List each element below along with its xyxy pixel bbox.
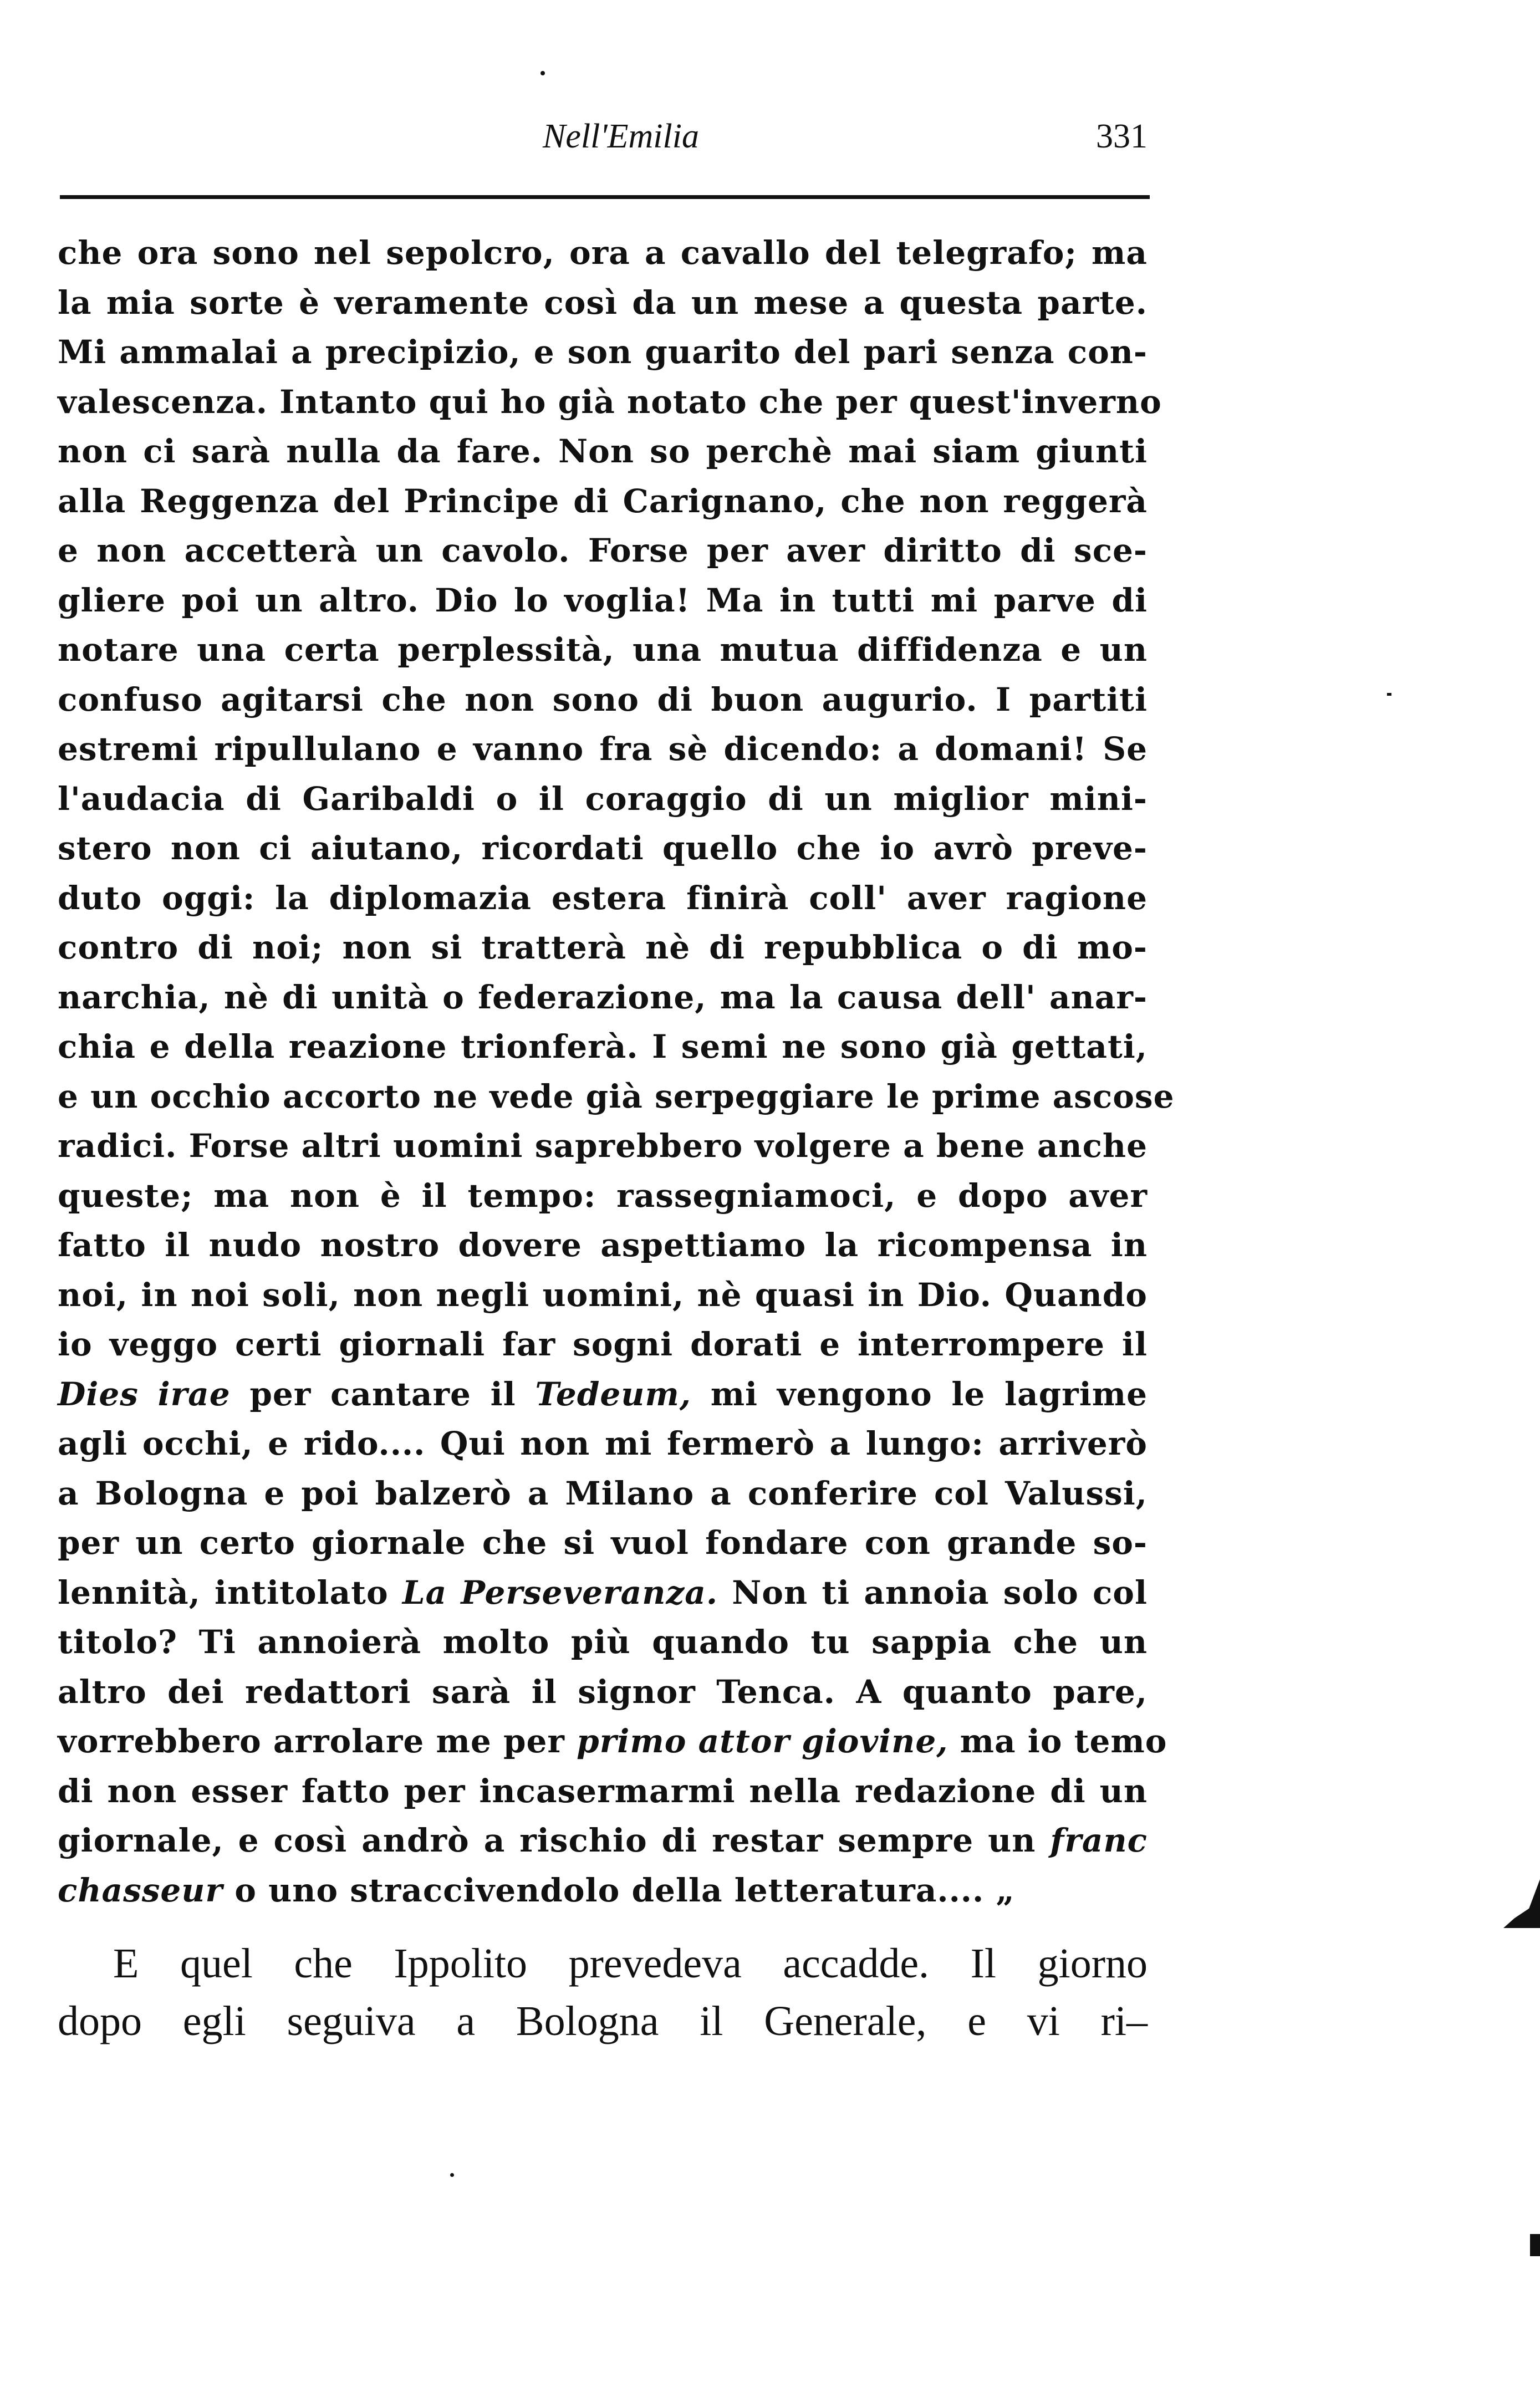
letter-line bbox=[58, 1370, 1148, 1420]
line-text: l'audacia di Garibaldi o il coraggio di un miglior mini- bbox=[58, 779, 1148, 818]
letter-line bbox=[58, 725, 1148, 774]
italic-text: franc bbox=[1050, 1822, 1148, 1859]
line-text: la mia sorte è veramente così da un mese a questa parte. bbox=[58, 283, 1148, 322]
line-text: narchia, nè di unità o federazione, ma la causa dell' anar- bbox=[58, 978, 1148, 1016]
letter-line bbox=[58, 1022, 1148, 1072]
line-text: per cantare il bbox=[230, 1375, 536, 1413]
letter-line bbox=[58, 1121, 1148, 1171]
line-text: chia e della reazione trionferà. I semi ne sono già gettati, bbox=[58, 1028, 1148, 1065]
line-text: Non ti annoia solo col bbox=[718, 1573, 1148, 1611]
letter-line bbox=[58, 1618, 1148, 1667]
ink-blot-mark bbox=[1530, 2234, 1540, 2256]
line-text: altro dei redattori sarà il signor Tenca. A quanto pare, bbox=[58, 1672, 1148, 1711]
line-text: ma io temo bbox=[948, 1722, 1167, 1760]
letter-line bbox=[58, 923, 1148, 973]
line-text: giornale, e così andrò a rischio di restar sempre un bbox=[58, 1822, 1051, 1859]
letter-line bbox=[58, 675, 1148, 725]
speck-mark bbox=[450, 2173, 454, 2177]
line-text: estremi ripullulano e vanno fra sè dicendo: a domani! Se bbox=[58, 730, 1148, 768]
italic-text: chasseur bbox=[58, 1871, 223, 1909]
italic-text: primo attor giovine, bbox=[577, 1722, 949, 1760]
italic-text: Tedeum, bbox=[535, 1375, 691, 1413]
letter-line bbox=[58, 625, 1148, 675]
speck-mark bbox=[540, 71, 545, 75]
body-line: E quel che Ippolito prevedeva accadde. Il giorno bbox=[113, 1940, 1148, 1987]
line-text: duto oggi: la diplomazia estera finirà coll' aver ragione bbox=[58, 879, 1148, 917]
italic-text: La Perseveranza. bbox=[402, 1573, 718, 1611]
line-text: radici. Forse altri uomini saprebbero volgere a bene anche bbox=[58, 1127, 1148, 1165]
letter-line bbox=[58, 576, 1148, 626]
line-text: e non accetterà un cavolo. Forse per aver diritto di sce- bbox=[58, 532, 1148, 569]
line-text: che ora sono nel sepolcro, ora a cavallo del telegrafo; ma bbox=[58, 234, 1148, 272]
letter-line bbox=[58, 824, 1148, 874]
letter-line bbox=[58, 378, 1162, 427]
line-text: gliere poi un altro. Dio lo voglia! Ma in tutti mi parve di bbox=[58, 581, 1148, 619]
line-text: queste; ma non è il tempo: rassegniamoci, e dopo aver bbox=[58, 1176, 1148, 1215]
line-text: valescenza. Intanto qui ho già notato che per quest'inverno bbox=[58, 382, 1162, 421]
line-text: Mi ammalai a precipizio, e son guarito del pari senza con- bbox=[58, 333, 1148, 371]
line-text: a Bologna e poi balzerò a Milano a conferire col Valussi, bbox=[58, 1474, 1148, 1512]
page-number: 331 bbox=[1096, 118, 1148, 155]
letter-line bbox=[58, 1717, 1167, 1767]
line-text: o uno straccivendolo della letteratura.... „ bbox=[223, 1871, 1015, 1909]
letter-line bbox=[58, 973, 1148, 1023]
body-paragraph bbox=[58, 1935, 1148, 2050]
running-title: Nell'Emilia bbox=[543, 118, 699, 155]
letter-line bbox=[58, 1667, 1148, 1717]
line-text: io veggo certi giornali far sogni dorati e interrompere il bbox=[58, 1325, 1148, 1363]
letter-line bbox=[58, 774, 1148, 824]
line-text: stero non ci aiutano, ricordati quello che io avrò preve- bbox=[58, 829, 1148, 867]
header-rule bbox=[60, 195, 1150, 199]
letter-line bbox=[58, 1518, 1148, 1568]
letter-line bbox=[58, 328, 1148, 378]
letter-line bbox=[58, 1221, 1148, 1271]
letter-line bbox=[58, 1072, 1175, 1122]
letter-line bbox=[58, 1469, 1148, 1519]
letter-line bbox=[58, 1320, 1148, 1370]
letter-line bbox=[58, 228, 1148, 278]
line-text: alla Reggenza del Principe di Carignano, che non reggerà bbox=[58, 482, 1148, 520]
letter-line bbox=[58, 1866, 1148, 1916]
line-text: lennità, intitolato bbox=[58, 1573, 402, 1611]
letter-line bbox=[58, 1171, 1148, 1221]
line-text: notare una certa perplessità, una mutua diffidenza e un bbox=[58, 631, 1148, 669]
letter-line bbox=[58, 1568, 1148, 1618]
line-text: vorrebbero arrolare me per bbox=[58, 1722, 577, 1760]
letter-quotation bbox=[58, 228, 1175, 1915]
letter-line bbox=[58, 874, 1148, 924]
body-line: dopo egli seguiva a Bologna il Generale, e vi ri– bbox=[58, 1998, 1148, 2044]
line-text: di non esser fatto per incasermarmi nella redazione di un bbox=[58, 1772, 1148, 1810]
speck-mark bbox=[1387, 693, 1391, 696]
line-text: mi vengono le lagrime bbox=[691, 1375, 1148, 1413]
letter-line bbox=[58, 526, 1148, 576]
letter-line bbox=[58, 477, 1148, 527]
line-text: noi, in noi soli, non negli uomini, nè quasi in Dio. Quando bbox=[58, 1276, 1148, 1314]
line-text: non ci sarà nulla da fare. Non so perchè mai siam giunti bbox=[58, 432, 1148, 470]
letter-line bbox=[58, 1271, 1148, 1320]
line-text: per un certo giornale che si vuol fondare con grande so- bbox=[58, 1524, 1148, 1562]
line-text: contro di noi; non si tratterà nè di repubblica o di mo- bbox=[58, 929, 1148, 966]
line-text: confuso agitarsi che non sono di buon augurio. I partiti bbox=[58, 680, 1148, 718]
letter-line bbox=[58, 1767, 1148, 1817]
ink-blot-mark bbox=[1503, 1879, 1540, 1928]
letter-line bbox=[58, 1816, 1148, 1866]
letter-line bbox=[58, 1419, 1148, 1469]
letter-line bbox=[58, 427, 1148, 477]
line-text: agli occhi, e rido.... Qui non mi fermerò a lungo: arriverò bbox=[58, 1425, 1148, 1462]
line-text: fatto il nudo nostro dovere aspettiamo la ricompensa in bbox=[58, 1226, 1148, 1264]
letter-line bbox=[58, 278, 1148, 328]
line-text: titolo? Ti annoierà molto più quando tu sappia che un bbox=[58, 1623, 1148, 1661]
line-text: e un occhio accorto ne vede già serpeggiare le prime ascose bbox=[58, 1077, 1175, 1115]
italic-text: Dies irae bbox=[58, 1375, 231, 1413]
